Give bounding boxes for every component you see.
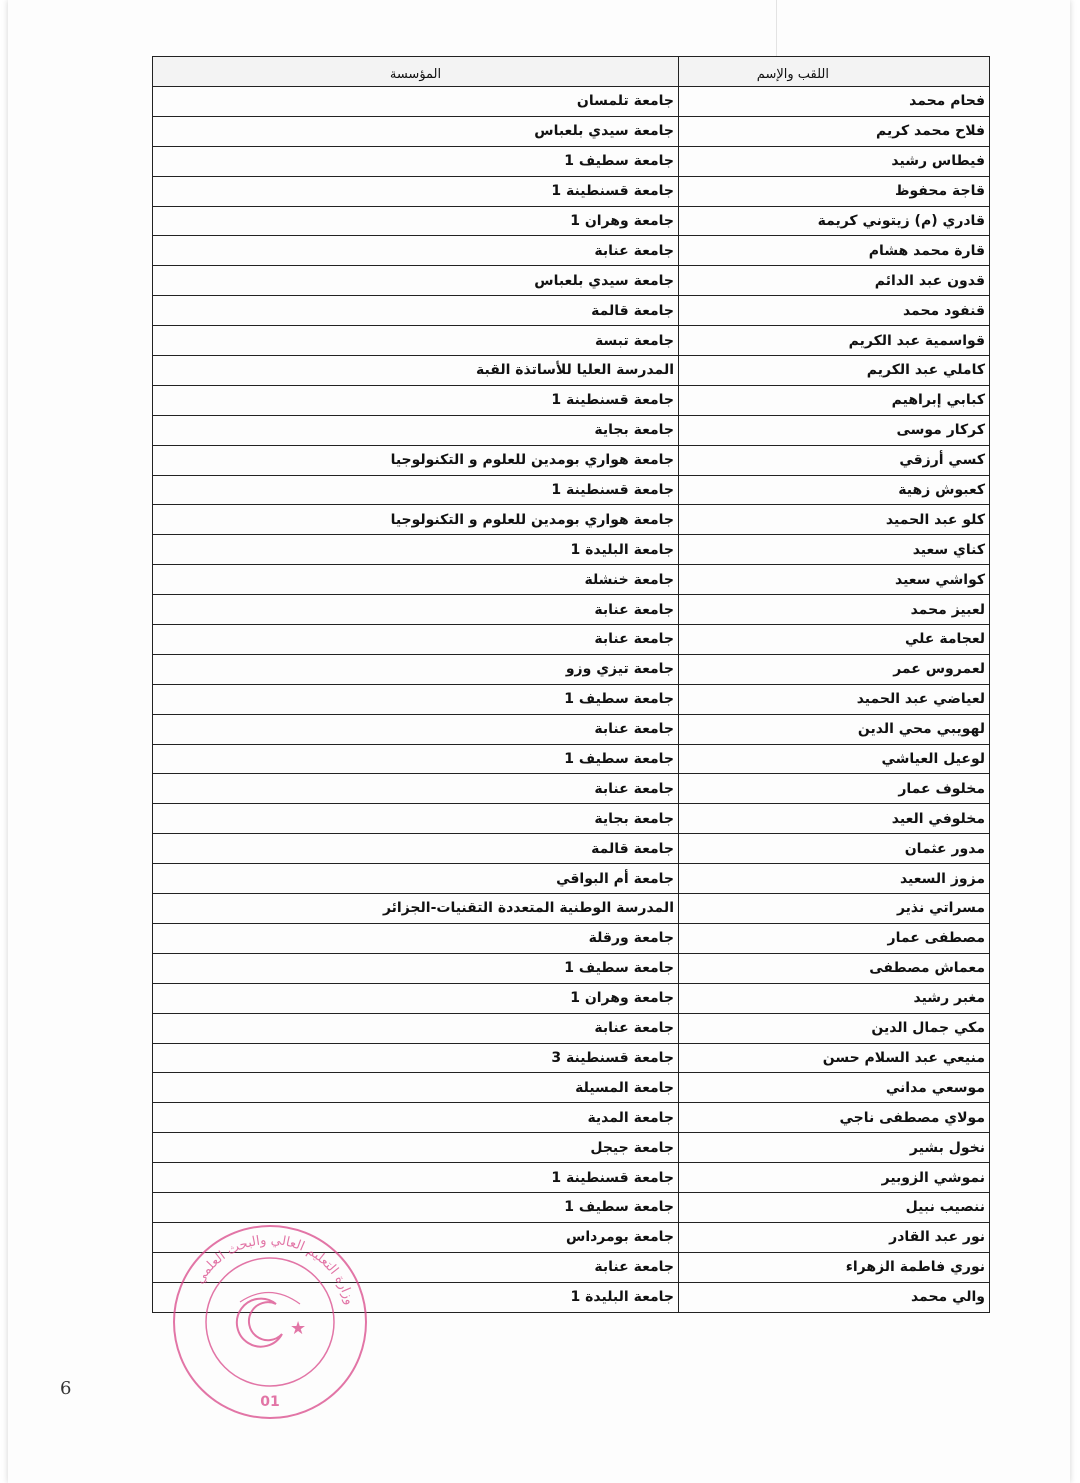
cell-institution: جامعة سطيف 1 bbox=[153, 146, 679, 176]
cell-name: نخول بشير bbox=[679, 1133, 990, 1163]
cell-institution: جامعة تيزي وزو bbox=[153, 654, 679, 684]
cell-name: مخلوف عمار bbox=[679, 774, 990, 804]
cell-name: مغبر رشيد bbox=[679, 983, 990, 1013]
cell-institution: جامعة عنابة bbox=[153, 595, 679, 625]
table-header-row bbox=[153, 57, 990, 87]
cell-institution: جامعة وهران 1 bbox=[153, 983, 679, 1013]
cell-institution: جامعة قسنطينة 1 bbox=[153, 475, 679, 505]
cell-institution: جامعة المدية bbox=[153, 1103, 679, 1133]
cell-name: مسراتي نذير bbox=[679, 894, 990, 924]
cell-institution: جامعة عنابة bbox=[153, 1013, 679, 1043]
cell-institution: جامعة عنابة bbox=[153, 236, 679, 266]
cell-institution: جامعة المسيلة bbox=[153, 1073, 679, 1103]
cell-name: كلو عبد الحميد bbox=[679, 505, 990, 535]
cell-name: مدور عثمان bbox=[679, 834, 990, 864]
table-row bbox=[153, 1043, 990, 1073]
table-row bbox=[153, 654, 990, 684]
cell-institution: جامعة سيدي بلعباس bbox=[153, 116, 679, 146]
cell-institution: جامعة البليدة 1 bbox=[153, 1282, 679, 1312]
cell-name: كسي أرزقي bbox=[679, 445, 990, 475]
cell-institution: جامعة سطيف 1 bbox=[153, 953, 679, 983]
table-row bbox=[153, 625, 990, 655]
table-row bbox=[153, 983, 990, 1013]
table-row bbox=[153, 87, 990, 117]
table-row bbox=[153, 146, 990, 176]
table-row bbox=[153, 595, 990, 625]
cell-institution: جامعة خنشلة bbox=[153, 565, 679, 595]
cell-name: نوري فاطمة الزهراء bbox=[679, 1252, 990, 1282]
cell-institution: المدرسة العليا للأساتذة القبة bbox=[153, 356, 679, 386]
cell-institution: جامعة سطيف 1 bbox=[153, 1192, 679, 1222]
table-row bbox=[153, 176, 990, 206]
table-row bbox=[153, 326, 990, 356]
table-row bbox=[153, 804, 990, 834]
table-row bbox=[153, 1073, 990, 1103]
table-row bbox=[153, 1163, 990, 1193]
cell-name: فلاح محمد كريم bbox=[679, 116, 990, 146]
table-row bbox=[153, 834, 990, 864]
cell-institution: جامعة قسنطينة 1 bbox=[153, 176, 679, 206]
cell-name: نموشي الزوبير bbox=[679, 1163, 990, 1193]
cell-name: فحام محمد bbox=[679, 87, 990, 117]
cell-institution: جامعة عنابة bbox=[153, 714, 679, 744]
cell-name: قنفود محمد bbox=[679, 296, 990, 326]
cell-institution: جامعة قسنطينة 3 bbox=[153, 1043, 679, 1073]
table-row bbox=[153, 864, 990, 894]
table-row bbox=[153, 266, 990, 296]
cell-institution: جامعة أم البواقي bbox=[153, 864, 679, 894]
cell-name: موسعي مداني bbox=[679, 1073, 990, 1103]
cell-name: قارة محمد هشام bbox=[679, 236, 990, 266]
table-row bbox=[153, 535, 990, 565]
cell-name: قدون عبد الدائم bbox=[679, 266, 990, 296]
roster-table bbox=[152, 56, 990, 1313]
cell-name: قاجة محفوظ bbox=[679, 176, 990, 206]
stamp-outer-text: وزارة التعليم العالي والبحث العلمي bbox=[192, 1232, 357, 1307]
table-row bbox=[153, 206, 990, 236]
header-name: اللقب والإسم bbox=[679, 57, 990, 87]
stamp-star-icon: ★ bbox=[290, 1318, 307, 1339]
cell-name: كناي سعيد bbox=[679, 535, 990, 565]
table-row bbox=[153, 565, 990, 595]
table-row bbox=[153, 356, 990, 386]
cell-name: قواسمية عبد الكريم bbox=[679, 326, 990, 356]
cell-name: كركار موسى bbox=[679, 415, 990, 445]
table-row bbox=[153, 684, 990, 714]
cell-name: لوعيل العياشي bbox=[679, 744, 990, 774]
cell-institution: جامعة بومرداس bbox=[153, 1222, 679, 1252]
cell-name: فيطاس رشيد bbox=[679, 146, 990, 176]
cell-name: مكي جمال الدين bbox=[679, 1013, 990, 1043]
cell-name: مصطفى عمار bbox=[679, 923, 990, 953]
cell-name: مزوز السعيد bbox=[679, 864, 990, 894]
table-row bbox=[153, 1103, 990, 1133]
cell-name: معماش مصطفى bbox=[679, 953, 990, 983]
cell-institution: جامعة عنابة bbox=[153, 774, 679, 804]
cell-institution: جامعة تبسة bbox=[153, 326, 679, 356]
cell-name: كعبوش زهية bbox=[679, 475, 990, 505]
cell-name: كبابي إبراهيم bbox=[679, 385, 990, 415]
stamp-crescent-icon bbox=[237, 1299, 282, 1347]
cell-institution: جامعة قسنطينة 1 bbox=[153, 1163, 679, 1193]
cell-name: ننصيب نبيل bbox=[679, 1192, 990, 1222]
cell-institution: جامعة سيدي بلعباس bbox=[153, 266, 679, 296]
cell-name: لهويبي محي الدين bbox=[679, 714, 990, 744]
table-row bbox=[153, 714, 990, 744]
cell-institution: جامعة عنابة bbox=[153, 1252, 679, 1282]
cell-institution: جامعة بجاية bbox=[153, 415, 679, 445]
table-body bbox=[153, 87, 990, 1313]
cell-institution: المدرسة الوطنية المتعددة التقنيات-الجزائر bbox=[153, 894, 679, 924]
table-row bbox=[153, 1133, 990, 1163]
stamp-inner-ring bbox=[206, 1258, 334, 1386]
table-row bbox=[153, 475, 990, 505]
cell-name: كاملي عبد الكريم bbox=[679, 356, 990, 386]
cell-name: لعياضي عبد الحميد bbox=[679, 684, 990, 714]
cell-institution: جامعة هواري بومدين للعلوم و التكنولوجيا bbox=[153, 505, 679, 535]
table-row bbox=[153, 923, 990, 953]
table-row bbox=[153, 296, 990, 326]
table-row bbox=[153, 953, 990, 983]
table-row bbox=[153, 385, 990, 415]
cell-name: نور عبد القادر bbox=[679, 1222, 990, 1252]
stamp-number: 01 bbox=[260, 1394, 280, 1410]
cell-institution: جامعة تلمسان bbox=[153, 87, 679, 117]
table-row bbox=[153, 505, 990, 535]
table-row bbox=[153, 236, 990, 266]
table-row bbox=[153, 415, 990, 445]
table-row bbox=[153, 116, 990, 146]
cell-institution: جامعة هواري بومدين للعلوم و التكنولوجيا bbox=[153, 445, 679, 475]
table-row bbox=[153, 1013, 990, 1043]
cell-institution: جامعة قسنطينة 1 bbox=[153, 385, 679, 415]
table-row bbox=[153, 894, 990, 924]
table-row bbox=[153, 774, 990, 804]
table-row bbox=[153, 744, 990, 774]
page-number: 6 bbox=[60, 1378, 72, 1399]
cell-institution: جامعة البليدة 1 bbox=[153, 535, 679, 565]
cell-name: والي محمد bbox=[679, 1282, 990, 1312]
cell-institution: جامعة وهران 1 bbox=[153, 206, 679, 236]
header-institution: المؤسسة bbox=[153, 57, 679, 87]
official-stamp bbox=[170, 1222, 370, 1422]
table-row bbox=[153, 1192, 990, 1222]
page-fold-line bbox=[776, 0, 777, 60]
cell-name: مولاي مصطفى ناجي bbox=[679, 1103, 990, 1133]
cell-institution: جامعة قالمة bbox=[153, 296, 679, 326]
table-row bbox=[153, 445, 990, 475]
cell-name: لعبيز محمد bbox=[679, 595, 990, 625]
cell-institution: جامعة قالمة bbox=[153, 834, 679, 864]
cell-name: قادري (م) زيتوني كريمة bbox=[679, 206, 990, 236]
cell-institution: جامعة بجاية bbox=[153, 804, 679, 834]
cell-name: لعجامة علي bbox=[679, 625, 990, 655]
cell-name: مخلوفي العيد bbox=[679, 804, 990, 834]
cell-name: لعمروس عمر bbox=[679, 654, 990, 684]
cell-name: منيعي عبد السلام حسن bbox=[679, 1043, 990, 1073]
cell-institution: جامعة ورقلة bbox=[153, 923, 679, 953]
cell-name: كواشي سعيد bbox=[679, 565, 990, 595]
cell-institution: جامعة سطيف 1 bbox=[153, 684, 679, 714]
stamp-outer-ring bbox=[174, 1226, 366, 1418]
cell-institution: جامعة جيجل bbox=[153, 1133, 679, 1163]
cell-institution: جامعة عنابة bbox=[153, 625, 679, 655]
cell-institution: جامعة سطيف 1 bbox=[153, 744, 679, 774]
